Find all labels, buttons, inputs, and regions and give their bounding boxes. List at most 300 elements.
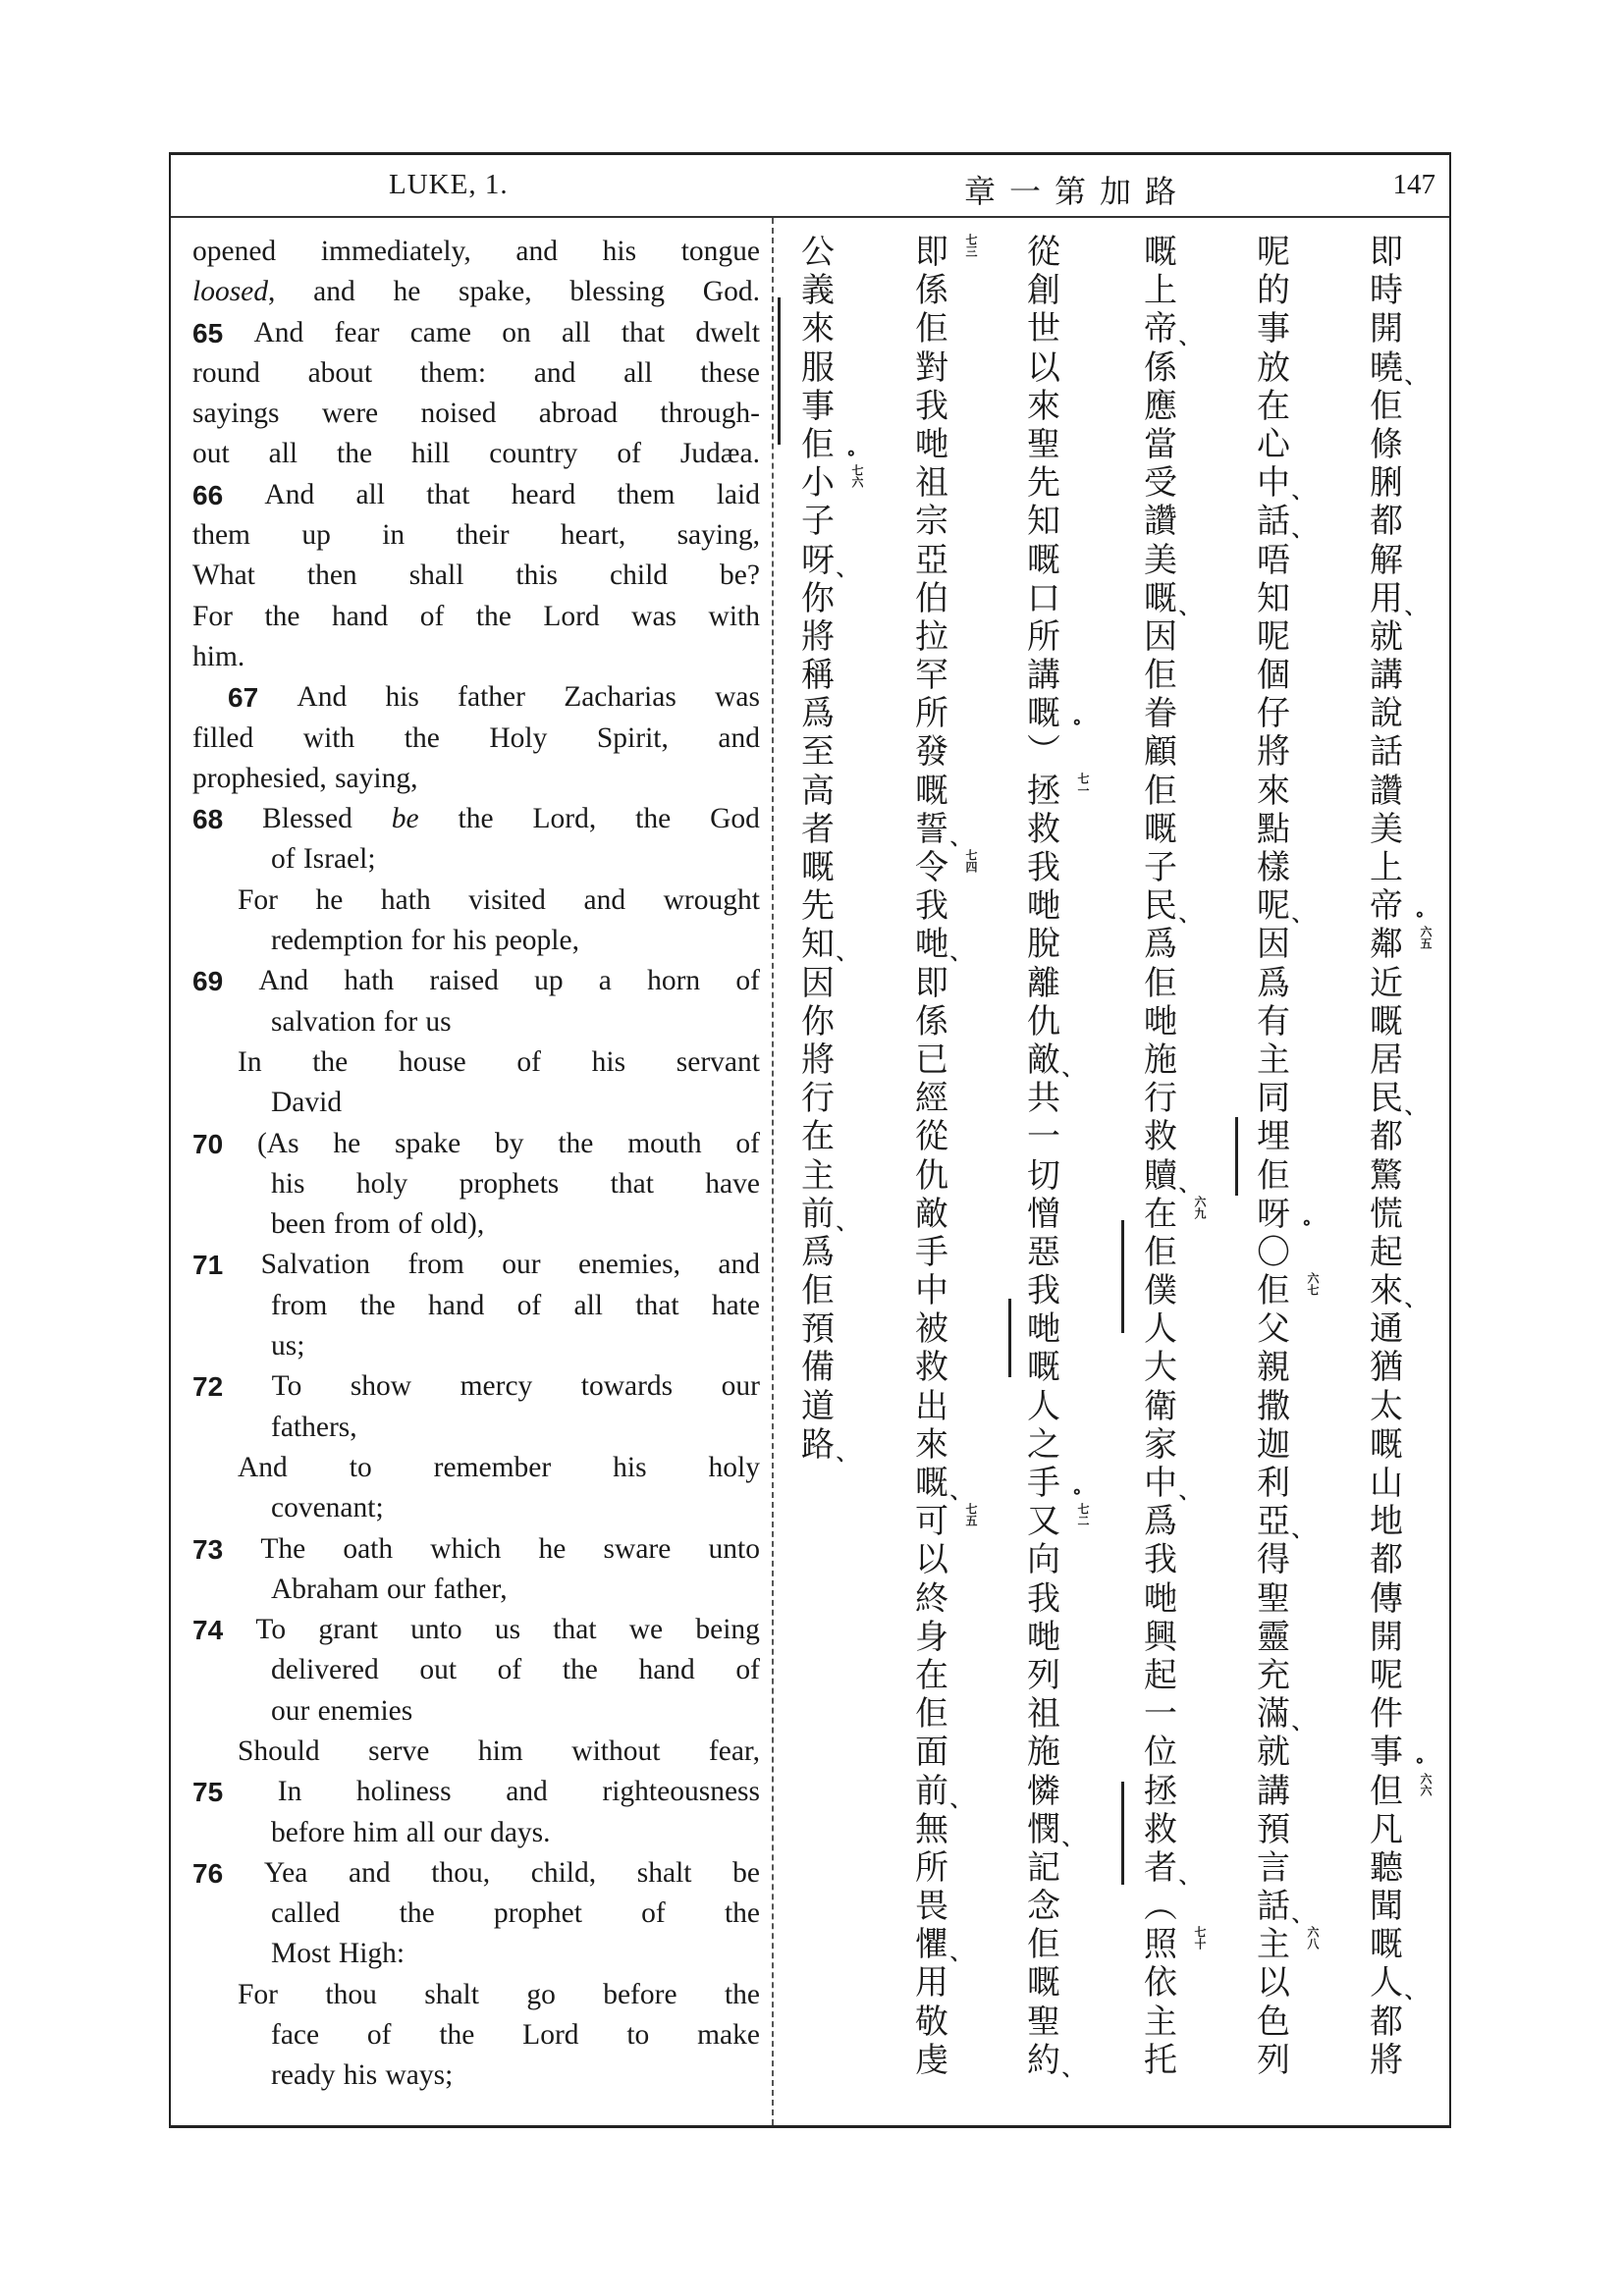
word: prophet [493,1897,582,1930]
word: hate [711,1289,760,1321]
word: hill [411,438,451,470]
english-line [192,1975,760,2015]
chinese-char: 知 [1027,502,1060,542]
punctuation-mark: 、 [1292,1710,1312,1735]
word: he [538,1532,567,1565]
english-line [192,1894,760,1934]
word: father [458,681,525,714]
word: hand [427,1289,485,1321]
chinese-char: 但 六六 [1370,1771,1433,1811]
word: that [610,1167,654,1200]
english-line [192,719,760,759]
chinese-char: 太 [1370,1386,1403,1426]
chinese-char: 宗 [915,502,948,542]
chinese-char: 人 [1144,1309,1177,1350]
chinese-char: 我 [1027,1271,1060,1311]
word: mercy [460,1370,533,1403]
chinese-char: 得 [1257,1540,1290,1580]
english-line [192,1366,760,1407]
chinese-char: 猶 [1370,1348,1403,1388]
english-line [192,839,760,880]
word: our [387,1573,426,1605]
word: Holy [489,721,548,754]
chinese-char: 嘅 [801,848,835,887]
word: the [724,1978,760,2010]
chinese-char: 佢 [1144,656,1177,696]
chinese-verse-number: 七二 [1076,1503,1090,1527]
chinese-char: 即 七三 [915,233,978,272]
word: Lord, [532,803,597,835]
chinese-char: 慌 [1370,1194,1403,1234]
word: he [315,883,344,916]
chinese-char: 用 [915,1963,948,2003]
chinese-char: 創 [1027,271,1060,311]
chinese-char: 係 [1144,347,1177,388]
word: Israel; [302,843,376,876]
word: all [355,478,385,510]
word: before [271,1816,346,1848]
english-line [192,961,760,1001]
word: him [352,1816,399,1848]
proper-name-rule [1008,1299,1011,1377]
chinese-char: 拉 [915,616,948,657]
word: dwelt [695,316,760,348]
chinese-char: 大 [1144,1348,1177,1388]
punctuation-mark: 、 [1179,594,1199,618]
english-line [192,1083,760,1123]
word: be [391,803,419,835]
word: and [313,276,355,308]
chinese-char: 人 、 [1364,1964,1409,2002]
chinese-char: 路 、 [795,1426,840,1465]
word: out [192,438,230,470]
chinese-char: 上 [1144,271,1177,311]
chinese-char: 事 [801,386,835,426]
chinese-char: 因 [801,963,835,1003]
chinese-char: 美 [1370,809,1403,849]
chinese-char: 利 [1257,1464,1290,1503]
word: up [301,519,331,552]
word: noised [420,398,497,430]
word: the [635,803,672,835]
word: his [271,1167,305,1200]
punctuation-mark: 、 [1292,1518,1312,1542]
chinese-char: 列 [1257,2040,1290,2080]
chinese-char: 中 、 [1138,1465,1183,1503]
chinese-char: 因 [1257,925,1290,965]
word: him [477,1735,523,1767]
chinese-char: 通 [1370,1309,1403,1350]
chinese-char: 佢 [1370,386,1403,426]
verse-number: 73 [192,1533,224,1565]
chinese-char: 僕 [1144,1271,1177,1311]
chinese-char: 佢 [1144,771,1177,811]
chinese-char: 將 [801,1040,835,1080]
chinese-char: 嘅 [1027,540,1060,580]
chinese-char: 爲 [801,694,835,734]
word: sayings [192,398,280,430]
chinese-char: 言 [1257,1847,1290,1888]
word: up [534,965,564,997]
chinese-char: 知 、 [795,926,840,964]
header-book-chinese: 章一第加路 [964,173,1191,210]
chinese-char: 所 [1027,616,1060,657]
punctuation-mark: ∘ [1071,710,1082,734]
word: visited [468,883,546,916]
chinese-char: 向 [1027,1540,1060,1580]
word: which [430,1532,502,1565]
chinese-char: 起 [1370,1232,1403,1272]
chinese-char: 呢 [1257,616,1290,657]
word: was [631,600,677,632]
punctuation-mark: 、 [1062,2056,1082,2080]
word: his [343,2059,378,2092]
chinese-char: 帝 、 [1138,310,1183,348]
punctuation-mark: 、 [1405,1287,1425,1311]
punctuation-mark: 、 [837,556,856,580]
word: For [238,883,278,916]
word: hath [344,965,395,997]
chinese-char: 知 [1257,578,1290,618]
chinese-char: 讚 [1144,502,1177,542]
proper-name-rule [1235,1117,1238,1196]
verse-number: 71 [192,1250,224,1281]
chinese-char: 呀 、 [795,542,840,580]
chinese-char: 脷 [1370,463,1403,504]
chinese-char: 呢 [1257,233,1290,272]
chinese-char: 虔 [915,2040,948,2080]
word: us [425,1005,452,1038]
chinese-char: 對 [915,347,948,388]
word: for [410,925,446,957]
word: all [268,438,298,470]
chinese-char: 已 [915,1040,948,1080]
word: immediately, [320,236,471,267]
chinese-char: 憫 、 [1021,1811,1066,1849]
chinese-char: 嘅 [1027,1963,1060,2003]
chinese-char: 服 [801,347,835,388]
word: (As [256,1127,299,1159]
punctuation-mark: 、 [837,1440,856,1465]
word: David [271,1087,343,1119]
english-line [192,799,760,839]
chinese-char: 仔 [1257,694,1290,734]
word: What [192,560,255,592]
chinese-char: 佢 六七 [1257,1271,1320,1311]
word: of [516,1289,542,1321]
chinese-char: 佢 [1257,1155,1290,1196]
word: And [253,316,304,348]
chinese-char: 山 [1370,1464,1403,1503]
word: In [277,1776,302,1808]
word: And [258,965,309,997]
word: the [337,438,373,470]
word: prophesied, [192,762,327,794]
chinese-char: 民 、 [1364,1080,1409,1118]
chinese-char: 先 [801,886,835,927]
chinese-verse-number: 六六 [1419,1772,1433,1796]
word: Zacharias [564,681,676,714]
word: the [439,2019,475,2052]
chinese-char: 行 [1144,1079,1177,1119]
chinese-char: 同 [1257,1079,1290,1119]
proper-name-rule [778,297,781,445]
english-line [192,1408,760,1448]
chinese-char: 在 [801,1117,835,1157]
chinese-char: 近 [1370,963,1403,1003]
punctuation-mark: 、 [1405,363,1425,388]
verse-number: 74 [192,1615,224,1646]
word: child, [530,1856,597,1889]
chinese-char: 可 七五 [915,1502,978,1542]
word: ready [271,2059,336,2092]
word: righteousness [602,1776,760,1808]
chinese-char: 祖 [915,463,948,504]
chinese-char: 有 [1257,1001,1290,1041]
chinese-char: 聖 [1257,1578,1290,1619]
word: prophets [459,1167,560,1200]
chinese-char: 小 七六 [801,463,864,504]
chinese-char: 在 六九 [1144,1194,1207,1234]
chinese-char: 點 [1257,809,1290,849]
word: abroad [538,398,619,430]
chinese-char: 靈 [1257,1617,1290,1657]
word: people, [494,925,579,957]
word: from [333,1208,391,1241]
chinese-char: 哋 、 [909,926,954,964]
chinese-char: 就 [1370,616,1403,657]
chinese-char: 誓 、 [909,811,954,849]
chinese-char: 哋 [1144,1578,1177,1619]
chinese-char: 人 [1027,1386,1060,1426]
word: For [192,600,233,632]
chinese-char: 迦 [1257,1424,1290,1465]
chinese-char: 主 六八 [1257,1925,1320,1965]
header-book-english: LUKE, 1. [389,169,509,200]
word: our [721,1370,760,1403]
punctuation-mark: 、 [1292,479,1312,504]
word: And [297,681,348,714]
chinese-char: 聖 [1027,2002,1060,2042]
word: of [735,965,760,997]
chinese-char: 切 [1027,1155,1060,1196]
word: the [359,1289,396,1321]
word: on [502,316,531,348]
word: shalt [424,1978,479,2010]
chinese-char: 者 [801,809,835,849]
chinese-char: 哋 [1027,886,1060,927]
chinese-char: 〇 [1257,1232,1290,1272]
chinese-char: 拯 七一 [1027,771,1090,811]
word: God [710,803,760,835]
word: Spirit, [596,721,669,754]
chinese-char: 祖 [1027,1694,1060,1735]
word: that [635,1289,679,1321]
chinese-char: 懼 、 [909,1926,954,1964]
english-line [192,1853,760,1894]
chinese-char: 以 [1027,347,1060,388]
chinese-char: 個 [1257,656,1290,696]
chinese-char: 敵 [915,1194,948,1234]
chinese-char: 呢 [1370,1655,1403,1695]
chinese-char: 係 [915,271,948,311]
chinese-char: 爲 [1257,963,1290,1003]
word: days. [490,1816,551,1848]
word: his [591,1045,626,1078]
word: oath [343,1532,394,1565]
word: face [271,2019,320,2052]
chinese-char: 亞 [915,540,948,580]
chinese-char: 都 [1370,2002,1403,2042]
chinese-char: 中 、 [1251,464,1296,503]
chinese-char: 將 [801,616,835,657]
chinese-char: 亞 、 [1251,1503,1296,1541]
column-divider [772,218,774,2125]
word: Yea [263,1856,308,1889]
chinese-char: 出 [915,1386,948,1426]
chinese-char: 驚 [1370,1155,1403,1196]
word: about [307,356,373,389]
chinese-char: 世 [1027,309,1060,349]
chinese-char: 應 [1144,386,1177,426]
word: his [613,1451,647,1483]
english-line [192,1245,760,1285]
word: this [515,560,559,592]
chinese-char: 埋 [1257,1117,1290,1157]
chinese-char: 都 [1370,1540,1403,1580]
word: High: [338,1938,406,1970]
chinese-char: 稱 [801,656,835,696]
chinese-char: 記 [1027,1847,1060,1888]
word: all [562,316,591,348]
word: wrought [663,883,760,916]
chinese-char: 身 [915,1617,948,1657]
word: without [571,1735,661,1767]
word: of [735,1654,760,1686]
punctuation-mark: 、 [1062,1055,1082,1080]
chinese-char: 所 [915,694,948,734]
word: thou [325,1978,377,2010]
word: for [383,1005,418,1038]
chinese-char: 經 [915,1079,948,1119]
chinese-char: 來 [1027,386,1060,426]
chinese-char: 者 、 [1138,1849,1183,1888]
chinese-char: 都 [1370,1117,1403,1157]
chinese-column [1021,233,1090,2080]
english-line [192,1164,760,1204]
word: hath [380,883,431,916]
chinese-char: 呀 ∘ [1251,1196,1296,1234]
word: he [333,1127,361,1159]
chinese-char: 嘅 [915,771,948,811]
punctuation-mark: 、 [1405,594,1425,618]
chinese-char: 敵 、 [1021,1041,1066,1080]
english-line [192,434,760,474]
chinese-char: 憎 [1027,1194,1060,1234]
word: with [708,600,760,632]
chinese-char: 主 [1257,1040,1290,1080]
word: opened [192,236,277,267]
punctuation-mark: 、 [1292,902,1312,927]
verse-number: 70 [192,1128,224,1159]
english-line [192,1042,760,1083]
chinese-char: 子 [801,502,835,542]
english-line [192,1813,760,1853]
word: holiness [355,1776,452,1808]
word: heart, [560,519,626,552]
verse-number: 69 [192,966,224,997]
word: his [385,681,419,714]
word: fathers, [271,1411,357,1443]
word: show [350,1370,412,1403]
chinese-char: 罕 [915,656,948,696]
word: saying, [676,519,760,552]
chinese-char: 預 [801,1309,835,1350]
chinese-char: 講 [1257,1771,1290,1811]
chinese-char: 事 ∘ [1364,1734,1409,1772]
word: old), [430,1208,485,1241]
chinese-char: 傳 [1370,1578,1403,1619]
word: them: [419,356,487,389]
word: salvation [271,1005,376,1038]
chinese-char: 令 七四 [915,848,978,887]
word: of [617,438,641,470]
chinese-char: 畏 [915,1887,948,1927]
chinese-char: 托 [1144,2040,1177,2080]
word: him. [192,640,245,672]
word: grant [318,1614,378,1646]
word: round [192,356,260,389]
chinese-char: 講 [1027,656,1060,696]
word: hand [331,600,389,632]
chinese-char: 嘅 [1370,1001,1403,1041]
english-line [192,1448,760,1488]
chinese-char: 用 、 [1364,580,1409,618]
word: have [705,1167,760,1200]
word: raised [429,965,499,997]
word: holy [355,1167,408,1200]
chinese-char: 解 [1370,540,1403,580]
word: country [489,438,578,470]
verse-number: 76 [192,1857,224,1889]
chinese-char: 心 [1257,424,1290,464]
chinese-char: 衛 [1144,1386,1177,1426]
word: came [409,316,471,348]
word: tongue [680,236,760,267]
chinese-char: 照 七十 [1144,1925,1207,1965]
word: and [533,356,576,389]
chinese-char: 從 [1027,233,1060,272]
chinese-char: 哋 [1027,1309,1060,1350]
chinese-char: 係 [915,1001,948,1041]
chinese-char: 說 [1370,694,1403,734]
word: out [419,1654,458,1686]
chinese-char: 佢 [915,1694,948,1735]
chinese-char: 主 [1144,2002,1177,2042]
chinese-char: 就 [1257,1733,1290,1773]
verse-number: 68 [192,804,224,835]
verse-number: 65 [192,317,224,348]
chinese-char: 施 [1027,1733,1060,1773]
word: and [506,1776,548,1808]
chinese-column [1251,233,1320,2080]
chinese-char: 講 [1370,656,1403,696]
word: the [562,1654,598,1686]
english-line [192,1002,760,1042]
chinese-char: 條 [1370,424,1403,464]
word: enemies, [577,1249,680,1281]
chinese-char: 事 [1257,309,1290,349]
